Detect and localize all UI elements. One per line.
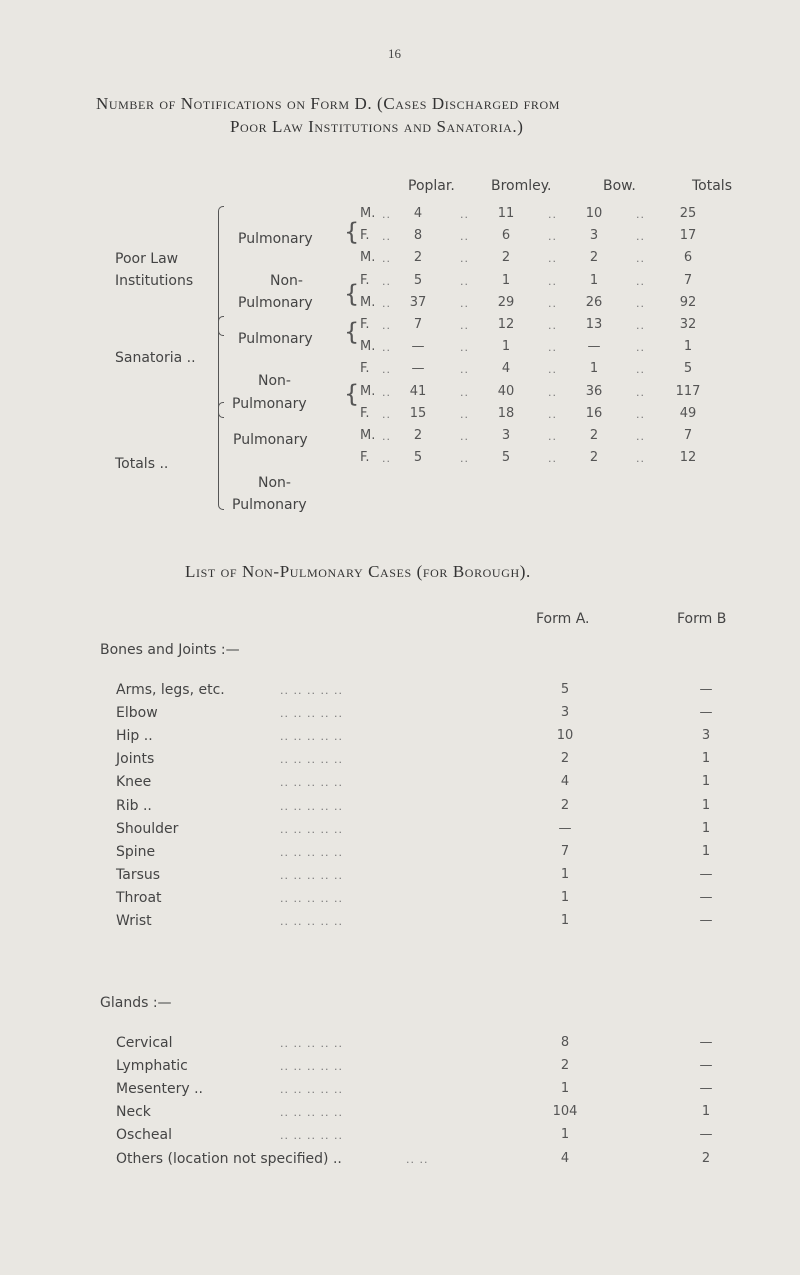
cell-value: 3	[589, 228, 599, 244]
col-header-form-a: Form A.	[536, 611, 590, 627]
cell-value: —	[411, 361, 425, 377]
cell-value: 5	[413, 450, 423, 466]
leader-dots: .. .. .. .. ..	[280, 776, 343, 790]
leader-dots: ..	[382, 252, 391, 266]
form-a-value: 2	[560, 1058, 570, 1074]
leader-dots: ..	[460, 430, 469, 443]
form-a-value: 2	[560, 751, 570, 767]
cell-value: 2	[501, 250, 511, 266]
list-item-name: Wrist	[116, 913, 152, 929]
row-sex-label: M.	[360, 206, 376, 221]
leader-dots: ..	[636, 230, 645, 244]
list-item-name: Shoulder	[116, 820, 179, 837]
list-item-name: Arms, legs, etc.	[116, 682, 225, 698]
cell-value: 4	[501, 361, 511, 377]
form-a-value: 104	[552, 1104, 578, 1120]
form-b-value: 1	[701, 774, 711, 790]
form-a-value: 1	[560, 1127, 570, 1143]
cell-value: 1	[501, 272, 511, 288]
leader-dots: ..	[548, 385, 557, 399]
leader-dots: ..	[460, 407, 469, 421]
row-sex-label: M.	[360, 428, 376, 443]
form-b-value: 1	[701, 1104, 711, 1120]
cell-value: 6	[501, 228, 511, 244]
col-header-poplar: Poplar.	[408, 178, 455, 194]
cell-value: 17	[679, 228, 697, 244]
cell-value: 2	[413, 250, 423, 266]
form-b-value: 1	[701, 751, 711, 767]
leader-dots: ..	[636, 385, 645, 399]
leader-dots: ..	[636, 208, 645, 221]
sub-brace: {	[344, 218, 360, 246]
cell-value: 12	[679, 450, 697, 466]
leader-dots: .. .. .. .. ..	[280, 1106, 343, 1120]
row-sex-label: F.	[360, 228, 370, 244]
leader-dots: ..	[636, 252, 645, 266]
list-item-name: Knee	[116, 774, 152, 791]
cell-value: 8	[413, 228, 423, 244]
cell-value: 5	[413, 272, 423, 288]
leader-dots: ..	[548, 230, 557, 244]
leader-dots: ..	[460, 208, 469, 221]
leader-dots: ..	[548, 363, 557, 377]
leader-dots: .. .. .. .. ..	[280, 707, 343, 721]
group-label-poor-law-1: Poor Law	[115, 251, 179, 267]
category-label: Bones and Joints :—	[100, 642, 240, 658]
form-a-value: 1	[560, 866, 570, 882]
form-b-value: 1	[701, 797, 711, 813]
leader-dots: ..	[636, 319, 645, 332]
subgroup-label: Pulmonary	[232, 396, 307, 412]
cell-value: 32	[679, 317, 697, 332]
form-a-value: 2	[560, 797, 570, 813]
list-item-name: Spine	[116, 843, 156, 860]
leader-dots: ..	[382, 274, 391, 288]
leader-dots: .. .. .. .. ..	[280, 915, 343, 928]
leader-dots: ..	[460, 230, 469, 244]
form-a-value: —	[558, 820, 572, 836]
form-b-value: —	[699, 1035, 713, 1050]
cell-value: 7	[683, 428, 693, 443]
form-b-value: —	[699, 866, 713, 882]
cell-value: 1	[501, 339, 511, 355]
cell-value: 2	[589, 450, 599, 466]
leader-dots: ..	[636, 296, 645, 310]
leader-dots: ..	[636, 341, 645, 355]
row-sex-label: M.	[360, 250, 376, 266]
cell-value: 29	[497, 294, 515, 310]
cell-value: 1	[683, 339, 693, 355]
cell-value: 1	[589, 272, 599, 288]
leader-dots: .. .. .. .. ..	[280, 753, 343, 767]
leader-dots: ..	[382, 208, 391, 221]
row-sex-label: M.	[360, 339, 376, 355]
form-b-value: —	[699, 682, 713, 697]
leader-dots: .. .. .. .. ..	[280, 845, 343, 859]
cell-value: 5	[501, 450, 511, 466]
subgroup-label: Pulmonary	[233, 432, 308, 448]
list-item-name: Hip ..	[116, 728, 153, 745]
form-a-value: 4	[560, 1150, 570, 1166]
leader-dots: ..	[382, 296, 391, 310]
leader-dots: ..	[548, 252, 557, 266]
leader-dots: ..	[548, 430, 557, 443]
leader-dots: ..	[382, 319, 391, 332]
list-item-name: Rib ..	[116, 797, 152, 814]
list-item-name: Tarsus	[116, 866, 161, 883]
subgroup-label: Pulmonary	[232, 497, 307, 513]
cell-value: 12	[497, 317, 515, 332]
subgroup-label: Non-	[258, 475, 291, 491]
col-header-bromley: Bromley.	[491, 178, 552, 194]
cell-value: 4	[413, 206, 423, 221]
col-header-bow: Bow.	[603, 178, 636, 194]
form-b-value: —	[699, 1081, 713, 1097]
list-item-name: Joints	[116, 751, 155, 768]
leader-dots: ..	[548, 296, 557, 310]
form-a-value: 8	[560, 1035, 570, 1050]
leader-dots: ..	[548, 452, 557, 466]
leader-dots: ..	[636, 274, 645, 288]
leader-dots: .. .. .. .. ..	[280, 891, 343, 905]
form-b-value: 1	[701, 843, 711, 859]
sub-brace: {	[344, 380, 360, 408]
leader-dots: ..	[382, 363, 391, 377]
list-item-name: Oscheal	[116, 1127, 172, 1144]
list-item-name: Elbow	[116, 705, 158, 722]
cell-value: 2	[413, 428, 423, 443]
leader-dots: ..	[382, 407, 391, 421]
subgroup-label: Pulmonary	[238, 231, 313, 247]
form-b-value: 2	[701, 1150, 711, 1166]
row-sex-label: F.	[360, 361, 370, 377]
cell-value: —	[587, 339, 601, 355]
table1-title-line2: Poor Law Institutions and Sanatoria.)	[230, 117, 524, 136]
cell-value: 6	[683, 250, 693, 266]
form-b-value: —	[699, 889, 713, 905]
list-item-name: Cervical	[116, 1035, 173, 1051]
table2-title: List of Non-Pulmonary Cases (for Borough).	[185, 562, 531, 581]
form-b-value: 3	[701, 728, 711, 744]
form-b-value: —	[699, 1058, 713, 1074]
cell-value: 2	[589, 428, 599, 443]
leader-dots: .. .. .. .. ..	[280, 684, 343, 697]
leader-dots: .. .. .. .. ..	[280, 822, 343, 836]
subgroup-label: Non-	[258, 373, 291, 389]
leader-dots: ..	[460, 296, 469, 310]
cell-value: 16	[585, 405, 603, 421]
group-label-totals: Totals ..	[115, 456, 169, 472]
cell-value: 7	[413, 317, 423, 332]
leader-dots: ..	[382, 430, 391, 443]
cell-value: 25	[679, 206, 697, 221]
leader-dots: ..	[460, 252, 469, 266]
form-b-value: 1	[701, 820, 711, 836]
cell-value: 13	[585, 317, 603, 332]
leader-dots: ..	[636, 430, 645, 443]
leader-dots: ..	[460, 341, 469, 355]
leader-dots: ..	[548, 319, 557, 332]
row-sex-label: M.	[360, 383, 376, 399]
list-item-name: Neck	[116, 1104, 151, 1121]
leader-dots: ..	[382, 452, 391, 466]
sub-brace: {	[344, 280, 360, 308]
group-label-poor-law-2: Institutions	[115, 273, 194, 289]
subgroup-label: Pulmonary	[238, 331, 313, 347]
cell-value: 40	[497, 383, 515, 399]
row-sex-label: F.	[360, 405, 370, 421]
leader-dots: .. .. .. .. ..	[280, 868, 343, 882]
table1-title-line1: Number of Notifications on Form D. (Cases Discharged from	[96, 94, 561, 113]
cell-value: 18	[497, 405, 515, 421]
leader-dots: .. .. .. .. ..	[280, 1083, 343, 1097]
leader-dots: ..	[460, 274, 469, 288]
form-a-value: 1	[560, 913, 570, 928]
form-a-value: 5	[560, 682, 570, 697]
leader-dots: ..	[548, 274, 557, 288]
list-item-name: Lymphatic	[116, 1058, 188, 1075]
col-header-totals: Totals	[692, 178, 732, 194]
list-item-name: Throat	[116, 889, 162, 906]
cell-value: 26	[585, 294, 603, 310]
form-b-value: —	[699, 913, 713, 928]
cell-value: 36	[585, 383, 603, 399]
row-sex-label: F.	[360, 450, 370, 466]
cell-value: 3	[501, 428, 511, 443]
cell-value: 11	[497, 206, 515, 221]
leader-dots: .. .. .. .. ..	[280, 1060, 343, 1074]
page-number: 16	[388, 46, 401, 61]
leader-dots: ..	[548, 208, 557, 221]
cell-value: 5	[683, 361, 693, 377]
cell-value: 1	[589, 361, 599, 377]
leader-dots: ..	[382, 230, 391, 244]
row-sex-label: F.	[360, 317, 370, 332]
leader-dots: .. .. .. .. ..	[280, 799, 343, 813]
form-b-value: —	[699, 705, 713, 721]
cell-value: —	[411, 339, 425, 355]
cell-value: 2	[589, 250, 599, 266]
form-a-value: 7	[560, 843, 570, 859]
form-b-value: —	[699, 1127, 713, 1143]
cell-value: 92	[679, 294, 697, 310]
cell-value: 37	[409, 294, 427, 310]
cell-value: 49	[679, 405, 697, 421]
row-sex-label: M.	[360, 294, 376, 310]
form-a-value: 1	[560, 889, 570, 905]
form-a-value: 3	[560, 705, 570, 721]
leader-dots: ..	[382, 341, 391, 355]
leader-dots: .. .. .. .. ..	[280, 730, 343, 744]
subgroup-label: Non-	[270, 273, 303, 289]
leader-dots: ..	[548, 407, 557, 421]
leader-dots: ..	[460, 452, 469, 466]
cell-value: 10	[585, 206, 603, 221]
cell-value: 15	[409, 405, 427, 421]
col-header-form-b: Form B	[677, 611, 727, 627]
list-item-name: Others (location not specified) ..	[116, 1150, 342, 1167]
leader-dots: ..	[460, 363, 469, 377]
row-sex-label: F.	[360, 272, 370, 288]
group-label-sanatoria: Sanatoria ..	[115, 350, 196, 366]
cell-value: 117	[675, 383, 701, 399]
list-item-name: Mesentery ..	[116, 1081, 203, 1098]
cell-value: 7	[683, 272, 693, 288]
leader-dots: ..	[636, 407, 645, 421]
leader-dots: .. .. .. .. ..	[280, 1037, 343, 1050]
leader-dots: ..	[636, 363, 645, 377]
sub-brace: {	[344, 318, 360, 346]
leader-dots: .. ..	[406, 1152, 429, 1166]
leader-dots: ..	[636, 452, 645, 466]
leader-dots: ..	[460, 319, 469, 332]
cell-value: 41	[409, 383, 427, 399]
leader-dots: ..	[382, 385, 391, 399]
leader-dots: ..	[460, 385, 469, 399]
subgroup-label: Pulmonary	[238, 295, 313, 311]
leader-dots: .. .. .. .. ..	[280, 1129, 343, 1143]
leader-dots: ..	[548, 341, 557, 355]
group-brace-totals	[218, 402, 224, 510]
form-a-value: 10	[556, 728, 574, 744]
category-label: Glands :—	[100, 995, 172, 1011]
form-a-value: 1	[560, 1081, 570, 1097]
form-a-value: 4	[560, 774, 570, 790]
